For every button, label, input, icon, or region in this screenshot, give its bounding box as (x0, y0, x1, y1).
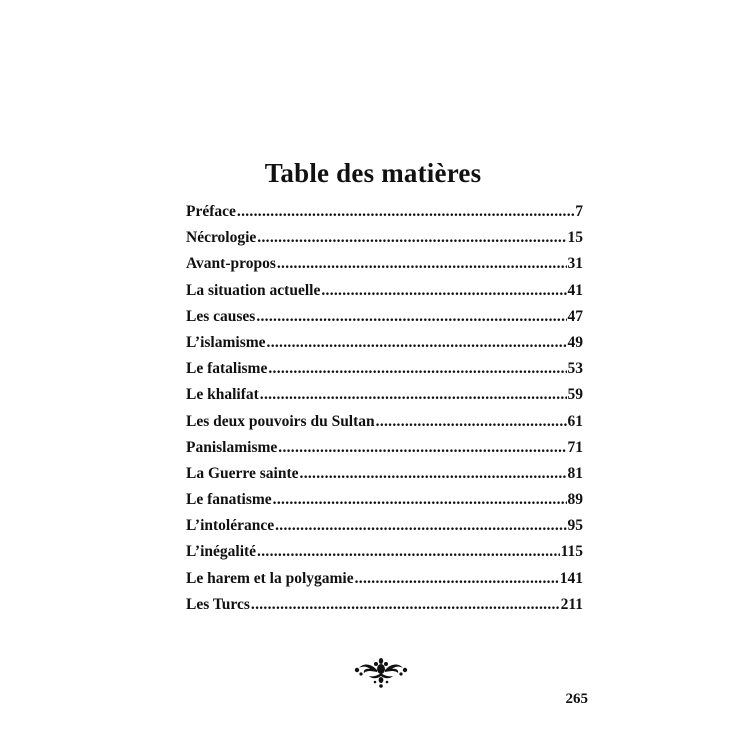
toc-entry-page: 89 (567, 491, 583, 509)
toc-entry-title: L’islamisme (186, 333, 266, 351)
toc-entry (186, 386, 583, 412)
toc-entry-title: Les deux pouvoirs du Sultan (186, 412, 375, 430)
dot-leader (257, 229, 566, 247)
toc-entry-page: 61 (567, 412, 583, 430)
dot-leader (251, 596, 560, 614)
dot-leader (267, 334, 567, 352)
toc-entry-page: 53 (567, 360, 583, 378)
page-title: Table des matières (264, 158, 482, 188)
dot-leader (355, 570, 559, 588)
toc-entry (186, 491, 583, 517)
toc-entry (186, 570, 583, 596)
toc-entry-page: 59 (567, 386, 583, 404)
dot-leader (273, 491, 567, 509)
toc-entry-page: 211 (560, 595, 583, 613)
toc-entry-title: La situation actuelle (186, 281, 321, 299)
page-number: 265 (565, 691, 588, 707)
toc-entry (186, 282, 583, 308)
toc-entry-page: 141 (559, 569, 583, 587)
toc-entry-page: 115 (560, 543, 583, 561)
toc-entry-title: L’intolérance (186, 517, 275, 535)
dot-leader (300, 465, 567, 483)
toc-entry-page: 31 (567, 255, 583, 273)
toc-entry-title: Le fanatisme (186, 491, 272, 509)
toc-entry-title: Préface (186, 203, 236, 220)
floral-ornament-icon (353, 655, 409, 689)
toc-entry-page: 49 (567, 333, 583, 351)
toc-entry-title: Les Turcs (186, 595, 250, 613)
toc-entry-page: 81 (567, 464, 583, 482)
dot-leader (260, 386, 567, 404)
toc-entry (186, 334, 583, 360)
toc-entry-title: La Guerre sainte (186, 464, 299, 482)
dot-leader (257, 543, 560, 561)
toc-entry (186, 543, 583, 569)
toc-entry-page: 15 (567, 229, 583, 247)
toc-entry (186, 517, 583, 543)
toc-entry (186, 255, 583, 281)
table-of-contents (186, 203, 583, 622)
dot-leader (278, 439, 566, 457)
dot-leader (321, 282, 566, 300)
toc-entry-title: Panislamisme (186, 438, 278, 456)
toc-entry-page: 71 (567, 438, 583, 456)
toc-entry (186, 360, 583, 386)
toc-entry (186, 439, 583, 465)
toc-entry (186, 229, 583, 255)
toc-entry-title: Le khalifat (186, 386, 259, 404)
dot-leader (277, 255, 567, 273)
toc-entry (186, 413, 583, 439)
toc-entry-title: Le harem et la polygamie (186, 569, 354, 587)
dot-leader (268, 360, 566, 378)
dot-leader (376, 413, 567, 431)
toc-entry (186, 596, 583, 622)
toc-entry-page: 95 (567, 517, 583, 535)
toc-entry-title: Avant-propos (186, 255, 276, 273)
toc-entry (186, 465, 583, 491)
dot-leader (237, 203, 574, 221)
toc-entry (186, 203, 583, 229)
toc-entry-page: 47 (567, 307, 583, 325)
toc-entry-title: Les causes (186, 307, 256, 325)
toc-entry-title: Nécrologie (186, 229, 257, 247)
dot-leader (256, 308, 566, 326)
toc-entry-page: 7 (575, 203, 583, 220)
toc-entry-title: L’inégalité (186, 543, 257, 561)
dot-leader (275, 517, 566, 535)
toc-entry (186, 308, 583, 334)
toc-entry-page: 41 (567, 281, 583, 299)
toc-entry-title: Le fatalisme (186, 360, 268, 378)
